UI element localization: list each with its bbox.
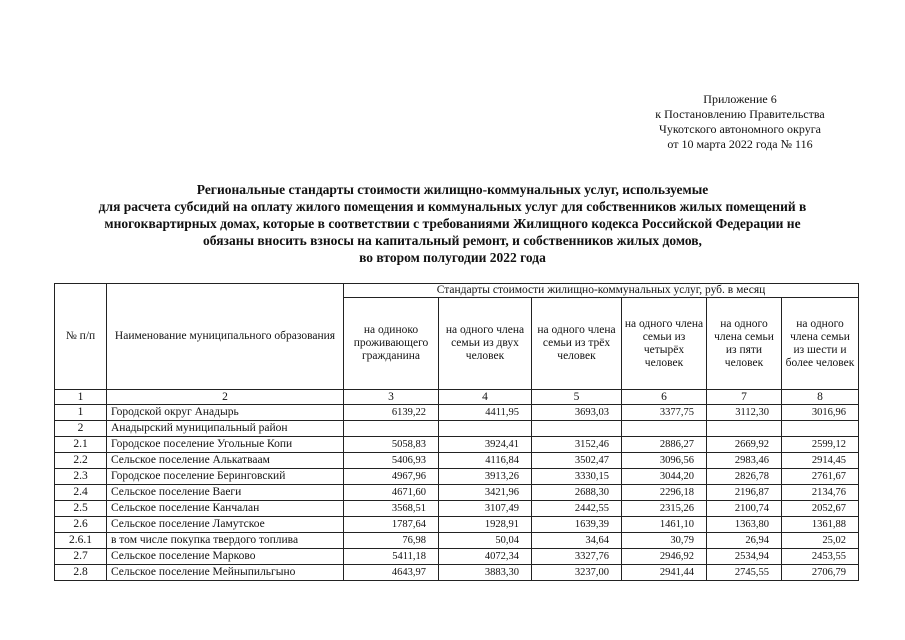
header-col-6: на одного члена семьи из шести и более человек [782,298,859,390]
title-line: обязаны вносить взносы на капитальный ремонт, и собственников жилых домов, [203,233,702,248]
municipality-name: Сельское поселение Марково [107,549,344,565]
header-col-1: на одиноко проживающего гражданина [344,298,439,390]
cost-value-col-8: 3016,96 [782,405,859,421]
municipality-name: Городское поселение Угольные Копи [107,437,344,453]
municipality-name: Городской округ Анадырь [107,405,344,421]
cost-value-col-7: 2745,55 [707,565,782,581]
cost-value-col-8: 25,02 [782,533,859,549]
cost-value-col-7: 2669,92 [707,437,782,453]
cost-value-col-7: 1363,80 [707,517,782,533]
row-number: 2 [55,421,107,437]
column-number: 5 [532,390,622,405]
row-number: 2.6.1 [55,533,107,549]
municipality-name: Городское поселение Беринговский [107,469,344,485]
cost-value-col-8: 2706,79 [782,565,859,581]
cost-value-col-5: 3502,47 [532,453,622,469]
cost-value-col-5 [532,421,622,437]
row-number: 2.7 [55,549,107,565]
header-col-2: на одного члена семьи из двух человек [439,298,532,390]
header-name: Наименование муниципального образования [107,284,344,390]
cost-value-col-5: 3237,00 [532,565,622,581]
cost-value-col-3: 4967,96 [344,469,439,485]
cost-value-col-8: 2761,67 [782,469,859,485]
cost-value-col-6 [622,421,707,437]
appendix-line: Чукотского автономного округа [659,122,821,136]
cost-value-col-3: 5058,83 [344,437,439,453]
cost-value-col-7: 2826,78 [707,469,782,485]
cost-value-col-6: 2315,26 [622,501,707,517]
cost-value-col-4: 3421,96 [439,485,532,501]
cost-value-col-3: 6139,22 [344,405,439,421]
cost-value-col-7: 2983,46 [707,453,782,469]
cost-value-col-5: 1639,39 [532,517,622,533]
municipality-name: Сельское поселение Ваеги [107,485,344,501]
cost-value-col-6: 3096,56 [622,453,707,469]
row-number: 1 [55,405,107,421]
table-row [55,437,859,453]
cost-value-col-6: 1461,10 [622,517,707,533]
table-row [55,421,859,437]
municipality-name: Сельское поселение Мейныпильгыно [107,565,344,581]
table-row [55,549,859,565]
table-row [55,405,859,421]
cost-value-col-3: 1787,64 [344,517,439,533]
cost-value-col-5: 3327,76 [532,549,622,565]
cost-value-col-3: 4671,60 [344,485,439,501]
table-row [55,485,859,501]
cost-value-col-8: 2914,45 [782,453,859,469]
cost-value-col-8: 2134,76 [782,485,859,501]
standards-table [54,283,859,581]
table-row [55,453,859,469]
column-numbering-row [55,390,859,405]
cost-value-col-5: 34,64 [532,533,622,549]
header-col-3: на одного члена семьи из трёх человек [532,298,622,390]
row-number: 2.4 [55,485,107,501]
row-number: 2.6 [55,517,107,533]
cost-value-col-3: 76,98 [344,533,439,549]
municipality-name: Сельское поселение Ламутское [107,517,344,533]
municipality-name: в том числе покупка твердого топлива [107,533,344,549]
column-number: 7 [707,390,782,405]
header-col-5: на одного члена семьи из пяти человек [707,298,782,390]
table-body [55,405,859,581]
cost-value-col-5: 3330,15 [532,469,622,485]
table-row [55,501,859,517]
appendix-line: от 10 марта 2022 года № 116 [667,137,813,151]
row-number: 2.1 [55,437,107,453]
municipality-name: Сельское поселение Канчалан [107,501,344,517]
cost-value-col-4: 4411,95 [439,405,532,421]
table-row [55,469,859,485]
cost-value-col-6: 2941,44 [622,565,707,581]
row-number: 2.3 [55,469,107,485]
cost-value-col-5: 2688,30 [532,485,622,501]
cost-value-col-4: 3924,41 [439,437,532,453]
table-row [55,533,859,549]
cost-value-col-3: 3568,51 [344,501,439,517]
cost-value-col-7: 2100,74 [707,501,782,517]
cost-value-col-8: 2052,67 [782,501,859,517]
row-number: 2.8 [55,565,107,581]
column-number: 6 [622,390,707,405]
cost-value-col-7: 3112,30 [707,405,782,421]
cost-value-col-6: 30,79 [622,533,707,549]
cost-value-col-3 [344,421,439,437]
cost-value-col-4: 3913,26 [439,469,532,485]
cost-value-col-4: 1928,91 [439,517,532,533]
cost-value-col-4: 4072,34 [439,549,532,565]
cost-value-col-4: 3107,49 [439,501,532,517]
cost-value-col-5: 2442,55 [532,501,622,517]
cost-value-col-6: 3044,20 [622,469,707,485]
cost-value-col-5: 3152,46 [532,437,622,453]
cost-value-col-6: 2886,27 [622,437,707,453]
cost-value-col-8: 1361,88 [782,517,859,533]
appendix-line: к Постановлению Правительства [655,107,825,121]
municipality-name: Сельское поселение Алькатваам [107,453,344,469]
appendix-line: Приложение 6 [703,92,777,106]
cost-value-col-8: 2453,55 [782,549,859,565]
cost-value-col-7: 26,94 [707,533,782,549]
cost-value-col-7: 2196,87 [707,485,782,501]
column-number: 1 [55,390,107,405]
header-group: Стандарты стоимости жилищно-коммунальных услуг, руб. в месяц [344,284,859,298]
title-line: для расчета субсидий на оплату жилого помещения и коммунальных услуг для собственников жилых помещений в [98,199,807,214]
cost-value-col-4: 50,04 [439,533,532,549]
row-number: 2.2 [55,453,107,469]
cost-value-col-8: 2599,12 [782,437,859,453]
municipality-name: Анадырский муниципальный район [107,421,344,437]
title-line: во втором полугодии 2022 года [359,250,546,265]
cost-value-col-3: 4643,97 [344,565,439,581]
cost-value-col-6: 2296,18 [622,485,707,501]
title-line: Региональные стандарты стоимости жилищно-коммунальных услуг, используемые [196,182,709,197]
table-row [55,565,859,581]
column-number: 3 [344,390,439,405]
column-number: 2 [107,390,344,405]
cost-value-col-6: 3377,75 [622,405,707,421]
cost-value-col-7: 2534,94 [707,549,782,565]
cost-value-col-3: 5411,18 [344,549,439,565]
header-no: № п/п [55,284,107,390]
cost-value-col-4: 3883,30 [439,565,532,581]
row-number: 2.5 [55,501,107,517]
title-line: многоквартирных домах, которые в соответствии с требованиями Жилищного кодекса Российской Федерации не [104,216,801,231]
appendix-block [620,92,860,152]
cost-value-col-4: 4116,84 [439,453,532,469]
cost-value-col-4 [439,421,532,437]
column-number: 8 [782,390,859,405]
cost-value-col-8 [782,421,859,437]
cost-value-col-7 [707,421,782,437]
column-number: 4 [439,390,532,405]
header-col-4: на одного члена семьи из четырёх человек [622,298,707,390]
cost-value-col-3: 5406,93 [344,453,439,469]
cost-value-col-6: 2946,92 [622,549,707,565]
table-row [55,517,859,533]
cost-value-col-5: 3693,03 [532,405,622,421]
document-title [40,181,865,266]
